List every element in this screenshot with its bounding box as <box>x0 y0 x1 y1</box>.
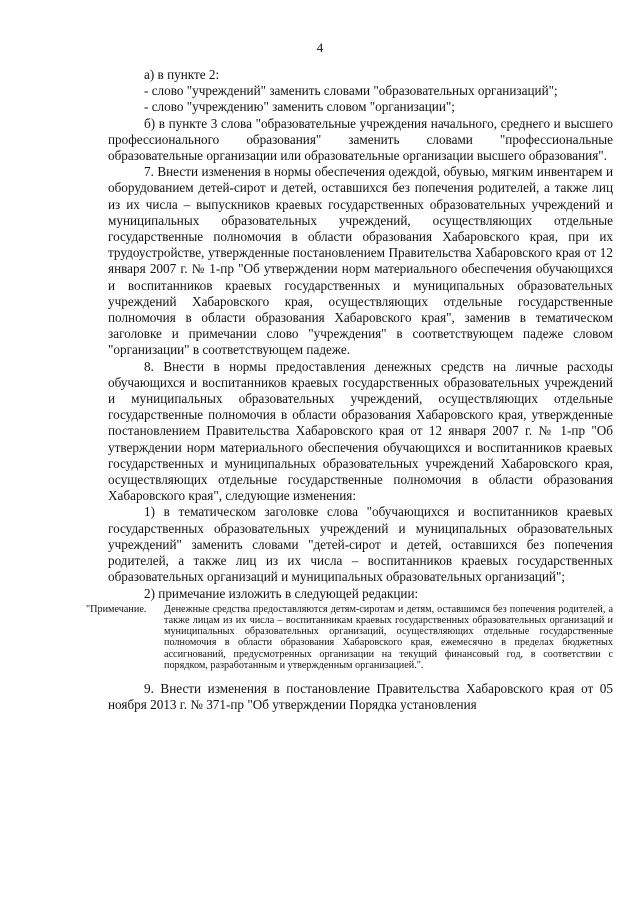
paragraph-9: 9. Внести изменения в постановление Правительства Хабаровского края от 05 ноября 2013 г. № 371-пр "Об утверждении Порядка установления <box>108 680 613 713</box>
note-block <box>86 604 613 671</box>
page-number: 4 <box>316 40 324 55</box>
paragraph-8: 8. Внести в нормы предоставления денежных средств на личные расходы обучающихся и воспитанников краевых государственных образовательных учреждений и муниципальных образовательных учреждений, осуществляющих отдельные государственные полномочия в области образования Хабаровского края, утвержденные постановлением Правительства Хабаровского края от 12 января 2007 г. № 1-пр "Об утверждении норм материального обеспечения обучающихся и воспитанников краевых государственных и муниципальных образовательных учреждений Хабаровского края, осуществляющих отдельные государственные полномочия в области образования Хабаровского края", следующие изменения: <box>108 358 613 504</box>
paragraph-8-item-2: 2) примечание изложить в следующей редакции: <box>144 585 419 601</box>
document-body <box>86 67 613 713</box>
subpoint-a-line-2: - слово "учреждению" заменить словом "организации"; <box>144 99 455 115</box>
paragraph-7: 7. Внести изменения в нормы обеспечения одеждой, обувью, мягким инвентарем и оборудованием детей-сирот и детей, оставшихся без попечения родителей, а также лиц из их числа – выпускников краевых государственных образовательных учреждений и муниципальных образовательных учреждений, осуществляющих отдельные государственные полномочия в области образования Хабаровского края, при их трудоустройстве, утвержденные постановлением Правительства Хабаровского края от 12 января 2007 г. № 1-пр "Об утверждении норм материального обеспечения обучающихся и воспитанников краевых государственных и муниципальных образовательных учреждений Хабаровского края, осуществляющих отдельные государственные полномочия в области образования Хабаровского края", заменив в тематическом заголовке и примечании слово "учреждения" в соответствующем падеже словом "организации" в соответствующем падеже. <box>108 164 613 358</box>
note-text: Денежные средства предоставляются детям-сиротам и детям, оставшимся без попечения родителей, а также лицам из их числа – воспитанникам краевых государственных образовательных организаций и муниципальных образовательных организаций, осуществляющих отдельные государственные полномочия в области образования Хабаровского края, ежемесячно в пределах бюджетных ассигнований, предусмотренных организации на текущий финансовый год, в соответствии с порядком, разработанным и утвержденным организацией.". <box>164 603 613 671</box>
subpoint-a-line-1: - слово "учреждений" заменить словами "образовательных организаций"; <box>144 83 558 99</box>
paragraph-8-item-1: 1) в тематическом заголовке слова "обучающихся и воспитанников краевых государственных образовательных учреждений и муниципальных образовательных учреждений" заменить словами "детей-сирот и детей, оставшихся без попечения родителей, а также лиц из их числа – воспитанников краевых государственных образовательных организаций и муниципальных образовательных организаций"; <box>108 504 613 585</box>
note-label: "Примечание. <box>86 603 147 615</box>
subpoint-a-intro: а) в пункте 2: <box>144 67 220 82</box>
subpoint-b: б) в пункте 3 слова "образовательные учреждения начального, среднего и высшего профессионального образования" заменить словами "профессиональные образовательные организации или образовательные организации высшего образования". <box>108 115 613 164</box>
